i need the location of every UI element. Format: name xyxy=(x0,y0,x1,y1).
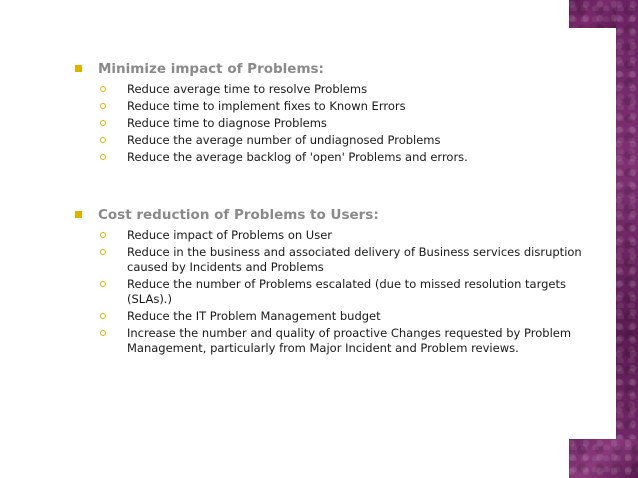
list-item-text: Reduce impact of Problems on User xyxy=(127,228,333,242)
section-heading-row xyxy=(0,60,597,80)
list-item-text: Reduce time to diagnose Problems xyxy=(127,116,327,130)
ring-bullet-icon xyxy=(100,313,106,319)
ring-bullet-icon xyxy=(100,249,106,255)
square-bullet-icon xyxy=(75,211,82,218)
list-item-text: Increase the number and quality of proactive Changes requested by Problem Management, particularly from Major Incident and Problem reviews. xyxy=(127,326,572,355)
ring-bullet-icon xyxy=(100,281,106,287)
list-item-text: Reduce average time to resolve Problems xyxy=(127,82,368,96)
section-heading: Cost reduction of Problems to Users: xyxy=(98,207,379,223)
decorative-band-right xyxy=(616,0,638,478)
list-item xyxy=(0,82,597,97)
list-item-text: Reduce the number of Problems escalated (due to missed resolution targets (SLAs).) xyxy=(127,277,566,306)
ring-bullet-icon xyxy=(100,86,106,92)
list-item-text: Reduce the IT Problem Management budget xyxy=(127,309,381,323)
list-item xyxy=(0,99,597,114)
section-heading: Minimize impact of Problems: xyxy=(98,61,324,77)
bullet-list xyxy=(0,228,597,356)
list-item xyxy=(0,228,597,243)
list-item xyxy=(0,116,597,131)
section-heading-row xyxy=(0,206,597,226)
section-minimize-impact xyxy=(0,60,597,167)
ring-bullet-icon xyxy=(100,232,106,238)
ring-bullet-icon xyxy=(100,103,106,109)
list-item-text: Reduce the average number of undiagnosed Problems xyxy=(127,133,441,147)
square-bullet-icon xyxy=(75,65,82,72)
ring-bullet-icon xyxy=(100,137,106,143)
list-item-text: Reduce the average backlog of 'open' Problems and errors. xyxy=(127,150,468,164)
list-item xyxy=(0,150,597,165)
ring-bullet-icon xyxy=(100,330,106,336)
list-item xyxy=(0,245,597,275)
section-cost-reduction xyxy=(0,206,597,358)
list-item xyxy=(0,133,597,148)
list-item-text: Reduce time to implement fixes to Known Errors xyxy=(127,99,406,113)
list-item-text: Reduce in the business and associated delivery of Business services disruption caused by Incidents and Problems xyxy=(127,245,582,274)
list-item xyxy=(0,309,597,324)
ring-bullet-icon xyxy=(100,154,106,160)
ring-bullet-icon xyxy=(100,120,106,126)
decorative-band-bottom xyxy=(569,439,638,478)
bullet-list xyxy=(0,82,597,165)
list-item xyxy=(0,277,597,307)
list-item xyxy=(0,326,597,356)
